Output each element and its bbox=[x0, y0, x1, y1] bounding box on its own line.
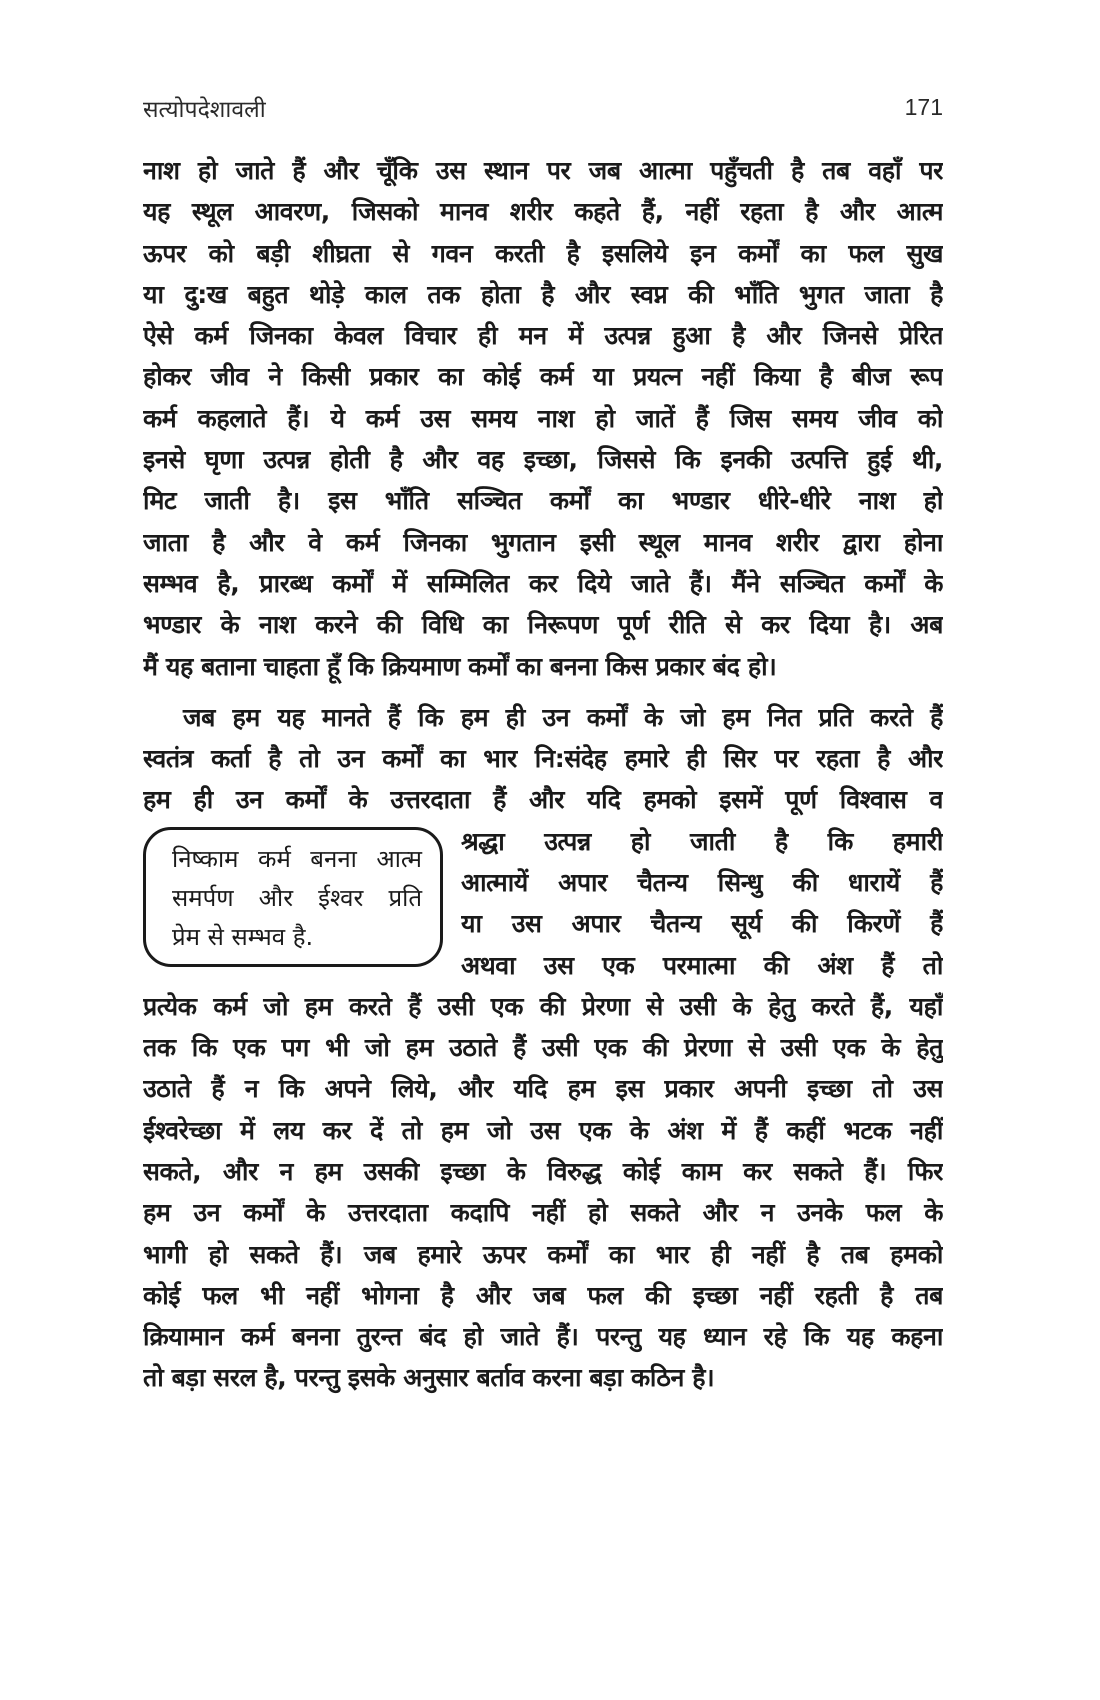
text-line: जब हम यह मानते हैं कि हम ही उन कर्मों के जो हम नित प्रति करते हैं bbox=[183, 702, 943, 732]
text-line: जाता है और वे कर्म जिनका भुगतान इसी स्थूल मानव शरीर द्वारा होना bbox=[143, 527, 943, 557]
paragraph-2 bbox=[143, 697, 943, 1399]
callout-line: प्रेम से सम्भव है. bbox=[172, 922, 314, 951]
text-line: सम्भव है, प्रारब्ध कर्मों में सम्मिलित कर दिये जाते हैं। मैंने सञ्चित कर्मों के bbox=[143, 568, 943, 598]
text-line: आत्मायें अपार चैतन्य सिन्धु की धारायें हैं bbox=[461, 868, 943, 898]
text-line: भागी हो सकते हैं। जब हमारे ऊपर कर्मों का भार ही नहीं है तब हमको bbox=[143, 1239, 943, 1269]
text-line: अथवा उस एक परमात्मा की अंश हैं तो bbox=[461, 950, 943, 980]
text-line: तो बड़ा सरल है, परन्तु इसके अनुसार बर्ताव करना बड़ा कठिन है। bbox=[143, 1363, 715, 1393]
text-line: ईश्वरेच्छा में लय कर दें तो हम जो उस एक के अंश में हैं कहीं भटक नहीं bbox=[143, 1115, 943, 1145]
text-line: भण्डार के नाश करने की विधि का निरूपण पूर्ण रीति से कर दिया है। अब bbox=[143, 610, 943, 640]
text-line: स्वतंत्र कर्ता है तो उन कर्मों का भार नि:संदेह हमारे ही सिर पर रहता है और bbox=[143, 744, 943, 774]
wrapped-text bbox=[461, 821, 943, 986]
text-line: नाश हो जाते हैं और चूँकि उस स्थान पर जब आत्मा पहुँचती है तब वहाँ पर bbox=[143, 156, 943, 185]
text-line: प्रत्येक कर्म जो हम करते हैं उसी एक की प्रेरणा से उसी के हेतु करते हैं, यहाँ bbox=[143, 991, 943, 1021]
text-line: मैं यह बताना चाहता हूँ कि क्रियमाण कर्मों का बनना किस प्रकार बंद हो। bbox=[143, 651, 777, 681]
text-line: या उस अपार चैतन्य सूर्य की किरणें हैं bbox=[461, 909, 943, 939]
text-line: या दु:ख बहुत थोड़े काल तक होता है और स्वप्न की भाँति भुगत जाता है bbox=[143, 279, 943, 309]
text-line: कोई फल भी नहीं भोगना है और जब फल की इच्छा नहीं रहती है तब bbox=[143, 1280, 943, 1310]
page-header bbox=[143, 92, 943, 132]
text-line: मिट जाती है। इस भाँति सञ्चित कर्मों का भण्डार धीरे-धीरे नाश हो bbox=[143, 486, 943, 516]
callout-box bbox=[143, 827, 443, 967]
text-line: कर्म कहलाते हैं। ये कर्म उस समय नाश हो जातें हैं जिस समय जीव को bbox=[143, 403, 943, 433]
text-line: ऊपर को बड़ी शीघ्रता से गवन करती है इसलिये इन कर्मों का फल सुख bbox=[143, 238, 943, 268]
running-title: सत्योपदेशावली bbox=[143, 97, 266, 123]
text-line: सकते, और न हम उसकी इच्छा के विरुद्ध कोई काम कर सकते हैं। फिर bbox=[143, 1156, 943, 1186]
callout-line: समर्पण और ईश्वर प्रति bbox=[172, 883, 422, 912]
text-line: तक कि एक पग भी जो हम उठाते हैं उसी एक की प्रेरणा से उसी एक के हेतु bbox=[143, 1033, 943, 1063]
text-line: हम ही उन कर्मों के उत्तरदाता हैं और यदि हमको इसमें पूर्ण विश्वास व bbox=[143, 785, 943, 815]
paragraph-1 bbox=[143, 150, 943, 687]
page-number: 171 bbox=[904, 94, 943, 120]
body-text bbox=[143, 150, 943, 1399]
text-line: क्रियामान कर्म बनना तुरन्त बंद हो जाते हैं। परन्तु यह ध्यान रहे कि यह कहना bbox=[143, 1322, 943, 1352]
text-line: श्रद्धा उत्पन्न हो जाती है कि हमारी bbox=[461, 826, 943, 856]
callout-wrap-area bbox=[143, 821, 943, 986]
text-line: हम उन कर्मों के उत्तरदाता कदापि नहीं हो सकते और न उनके फल के bbox=[143, 1198, 943, 1228]
text-line: ऐसे कर्म जिनका केवल विचार ही मन में उत्पन्न हुआ है और जिनसे प्रेरित bbox=[143, 321, 943, 351]
text-line: उठाते हैं न कि अपने लिये, और यदि हम इस प्रकार अपनी इच्छा तो उस bbox=[143, 1074, 943, 1104]
text-line: यह स्थूल आवरण, जिसको मानव शरीर कहते हैं, नहीं रहता है और आत्म bbox=[143, 197, 943, 227]
text-line: होकर जीव ने किसी प्रकार का कोई कर्म या प्रयत्न नहीं किया है बीज रूप bbox=[143, 362, 943, 392]
text-line: इनसे घृणा उत्पन्न होती है और वह इच्छा, जिससे कि इनकी उत्पत्ति हुई थी, bbox=[143, 445, 943, 475]
callout-line: निष्काम कर्म बनना आत्म bbox=[172, 844, 422, 873]
